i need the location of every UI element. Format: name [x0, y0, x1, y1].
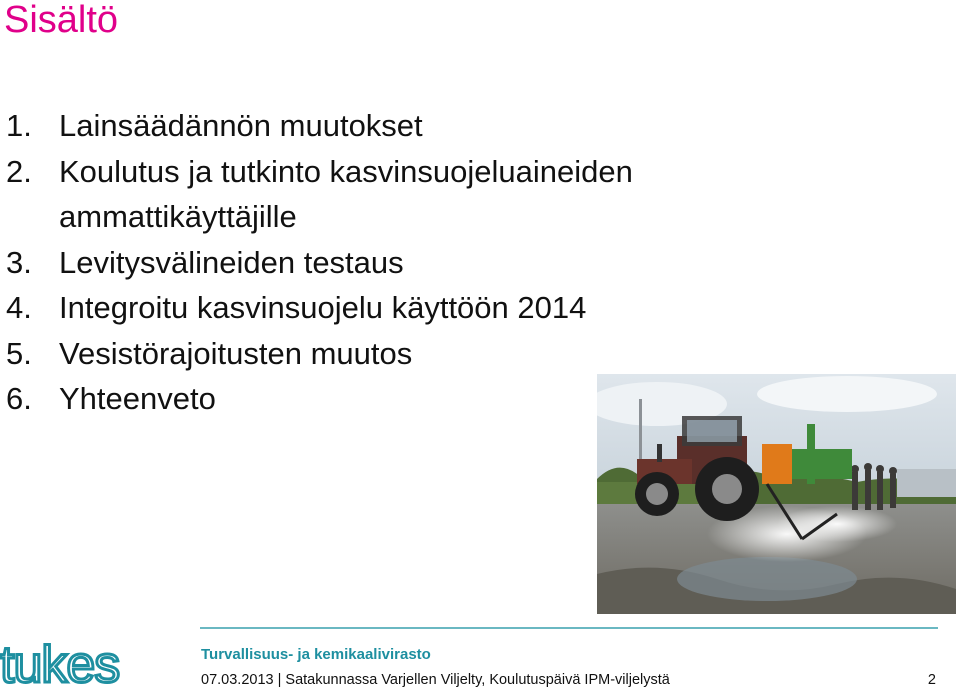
- agenda-item-text: Integroitu kasvinsuojelu käyttöön 2014: [59, 290, 587, 325]
- agenda-item-number: 5.: [6, 335, 32, 371]
- agency-name: Turvallisuus- ja kemikaalivirasto: [201, 646, 431, 663]
- agenda-item: [6, 331, 739, 377]
- page-number: 2: [927, 672, 936, 688]
- agenda-item-text: Yhteenveto: [59, 381, 216, 416]
- agenda-item: [6, 149, 739, 240]
- agenda-item-number: 2.: [6, 153, 32, 189]
- agenda-item-number: 6.: [6, 381, 32, 416]
- agenda-item-number: 1.: [6, 108, 32, 143]
- agenda-item: [6, 285, 739, 331]
- agenda-item-text: Koulutus ja tutkinto kasvinsuojeluaineiden ammattikäyttäjille: [59, 153, 633, 234]
- agenda-item: [6, 103, 739, 149]
- agenda-item-text: Lainsäädännön muutokset: [59, 108, 423, 143]
- tractor-sprayer-photo: [597, 374, 956, 614]
- footer-event-line: 07.03.2013 | Satakunnassa Varjellen Viljelty, Koulutuspäivä IPM-viljelystä: [201, 672, 670, 688]
- agenda-item: [6, 240, 739, 286]
- slide-title: Sisältö: [4, 0, 119, 41]
- tukes-logo: [0, 636, 142, 690]
- agenda-item-number: 4.: [6, 290, 32, 325]
- tukes-logo-text: tukes: [0, 636, 120, 690]
- agenda-item-number: 3.: [6, 244, 32, 280]
- footer-divider: [200, 627, 938, 629]
- agenda-item-text: Levitysvälineiden testaus: [59, 244, 404, 280]
- agenda-item-text: Vesistörajoitusten muutos: [59, 335, 413, 371]
